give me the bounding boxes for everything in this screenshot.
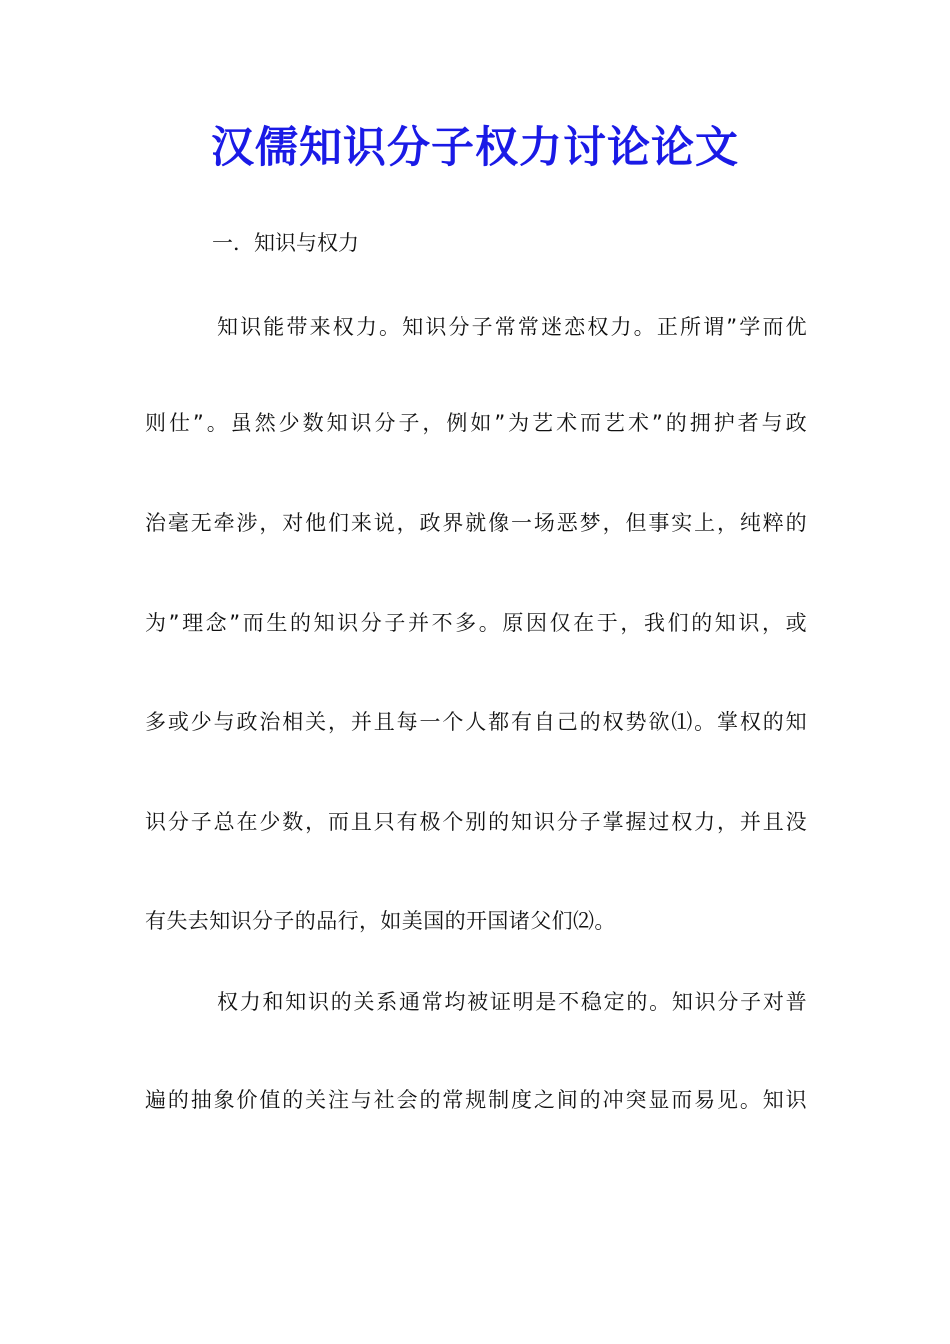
paragraph-line: 则仕”。虽然少数知识分子，例如”为艺术而艺术”的拥护者与政 [145,411,807,435]
paragraph-line: 治毫无牵涉，对他们来说，政界就像一场恶梦，但事实上，纯粹的 [145,511,807,535]
paragraph-line: 多或少与政治相关，并且每一个人都有自己的权势欲⑴。掌权的知 [145,710,807,734]
paragraph-line: 为”理念”而生的知识分子并不多。原因仅在于，我们的知识，或 [145,611,807,635]
document-title: 汉儒知识分子权力讨论论文 [211,123,739,173]
paragraph-line: 权力和知识的关系通常均被证明是不稳定的。知识分子对普 [217,990,807,1014]
paragraph-line: 有失去知识分子的品行，如美国的开国诸父们⑵。 [145,909,616,933]
paragraph-line: 知识能带来权力。知识分子常常迷恋权力。正所谓”学而优 [217,315,807,339]
paragraph-line: 遍的抽象价值的关注与社会的常规制度之间的冲突显而易见。知识 [145,1088,807,1112]
paragraph-line: 识分子总在少数，而且只有极个别的知识分子掌握过权力，并且没 [145,810,807,834]
section-heading: 一．知识与权力 [212,231,359,255]
